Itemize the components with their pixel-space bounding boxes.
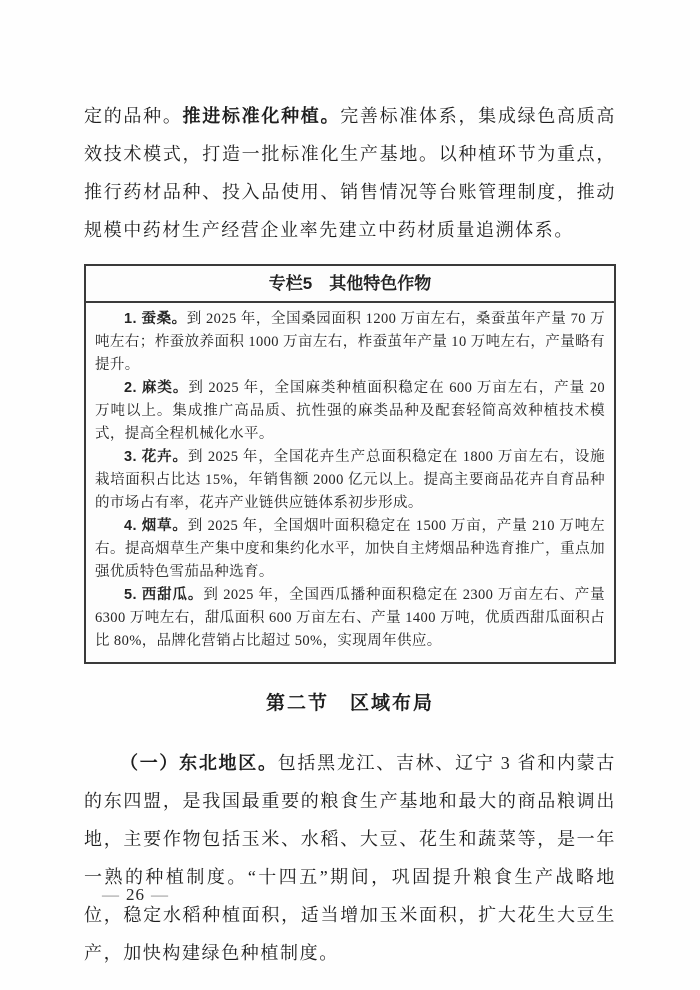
box-item-label: 5. 西甜瓜。 xyxy=(124,587,204,603)
box-item-flowers xyxy=(95,446,605,515)
box-item-text: 到 2025 年，全国西瓜播种面积稳定在 2300 万亩左右、产量 6300 万吨左右，甜瓜面积 600 万亩左右、产量 1400 万吨，优质西甜瓜面积占比 80%，品牌化营销占比超过 50%，实现周年供应。 xyxy=(95,587,606,649)
box-item-label: 3. 花卉。 xyxy=(124,449,188,465)
box-item-text: 到 2025 年，全国烟叶面积稳定在 1500 万亩，产量 210 万吨左右。提高烟草生产集中度和集约化水平，加快自主烤烟品种选育推广，重点加强优质特色雪茄品种选育。 xyxy=(95,518,605,580)
intro-paragraph xyxy=(84,0,616,249)
feature-box-body xyxy=(86,303,614,662)
box-item-silkworm xyxy=(95,308,605,377)
box-item-label: 4. 烟草。 xyxy=(124,518,188,534)
box-item-tobacco xyxy=(95,515,605,584)
intro-paragraph-rest: 完善标准体系，集成绿色高质高效技术模式，打造一批标准化生产基地。以种植环节为重点，推行药材品种、投入品使用、销售情况等台账管理制度，推动规模中药材生产经营企业率先建立中药材质量追溯体系。 xyxy=(84,106,616,240)
intro-paragraph-bold: 推进标准化种植。 xyxy=(182,106,341,126)
box-item-melons xyxy=(95,584,605,653)
box-item-text: 到 2025 年，全国桑园面积 1200 万亩左右，桑蚕茧年产量 70 万吨左右；柞蚕放养面积 1000 万亩左右，柞蚕茧年产量 10 万吨左右，产量略有提升。 xyxy=(95,311,605,373)
region-paragraph-text: 包括黑龙江、吉林、辽宁 3 省和内蒙古的东四盟，是我国最重要的粮食生产基地和最大的商品粮调出地，主要作物包括玉米、水稻、大豆、花生和蔬菜等，是一年一熟的种植制度。“十四五”期间，巩固提升粮食生产战略地位，稳定水稻种植面积，适当增加玉米面积，扩大花生大豆生产，加快构建绿色种植制度。 xyxy=(84,753,616,963)
box-item-text: 到 2025 年，全国花卉生产总面积稳定在 1800 万亩左右，设施栽培面积占比达 15%，年销售额 2000 亿元以上。提高主要商品花卉自育品种的市场占有率，花卉产业链供应链体系初步形成。 xyxy=(95,449,605,511)
section-heading: 第二节 区域布局 xyxy=(265,693,434,714)
footer-dash-left: — xyxy=(102,885,120,904)
page-number: 26 xyxy=(126,885,145,904)
footer-dash-right: — xyxy=(151,885,169,904)
box-item-label: 2. 麻类。 xyxy=(124,380,189,396)
region-paragraph xyxy=(84,744,616,972)
feature-box-title: 专栏5 其他特色作物 xyxy=(86,266,614,303)
box-item-text: 到 2025 年，全国麻类种植面积稳定在 600 万亩左右，产量 20 万吨以上。集成推广高品质、抗性强的麻类品种及配套轻简高效种植技术模式，提高全程机械化水平。 xyxy=(95,380,605,442)
box-item-hemp xyxy=(95,377,605,446)
intro-paragraph-lead: 定的品种。 xyxy=(84,106,183,126)
feature-box-5 xyxy=(84,264,616,664)
page-footer xyxy=(96,885,175,905)
box-item-label: 1. 蚕桑。 xyxy=(124,311,187,327)
region-paragraph-label: （一）东北地区。 xyxy=(120,753,278,773)
region-section xyxy=(84,719,616,972)
